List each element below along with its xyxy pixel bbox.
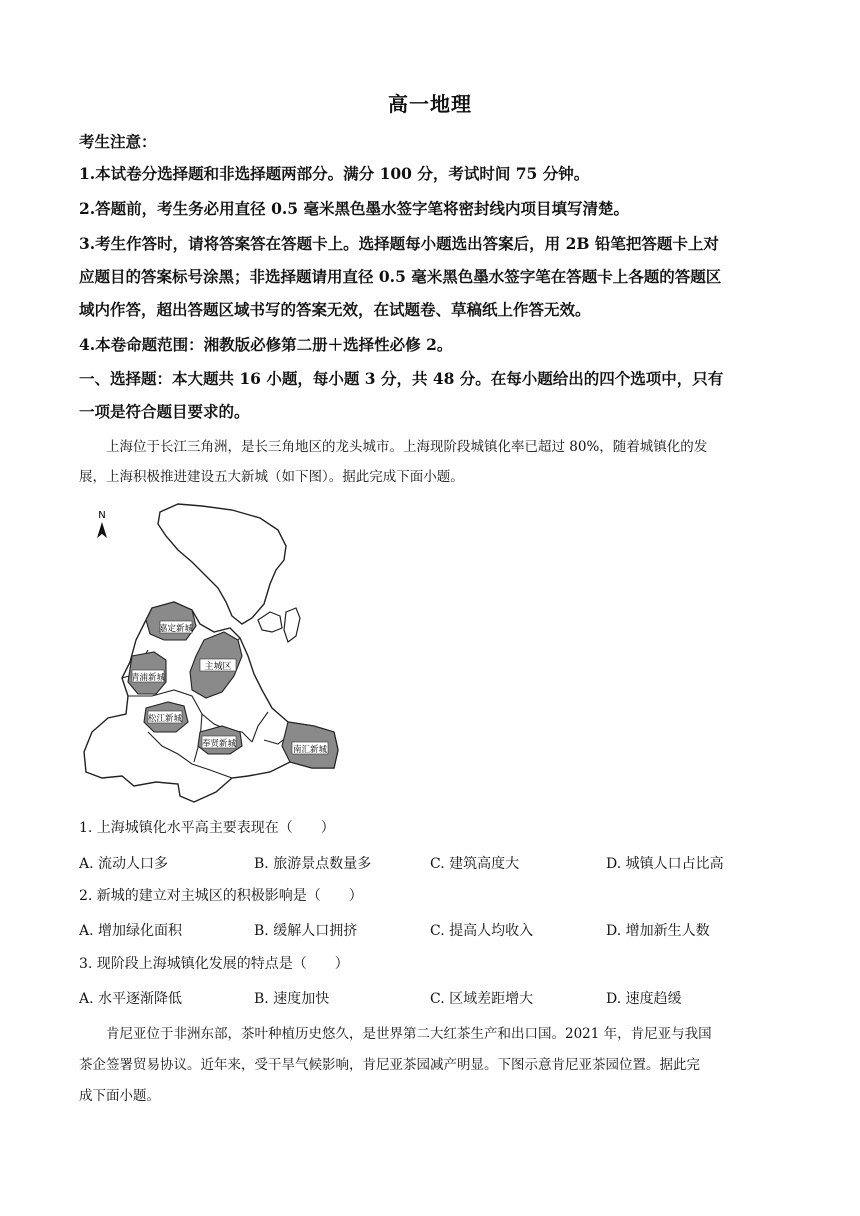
north-arrow-icon: [97, 522, 107, 538]
passage-text: 茶企签署贸易协议。近年来，受干旱气候影响，肯尼亚茶园减产明显。下图示意肯尼亚茶园位置。据此完: [79, 1057, 700, 1073]
question-stem: 1. 上海城镇化水平高主要表现在（ ）: [79, 820, 335, 836]
option-d: D. 速度趋缓: [606, 991, 682, 1007]
qingpu-label: 青浦新城: [130, 673, 166, 683]
options-row: [79, 920, 784, 940]
notice-heading: 考生注意：: [79, 132, 157, 151]
shanghai-map: [82, 500, 344, 810]
question-stem: 2. 新城的建立对主城区的积极影响是（ ）: [79, 888, 363, 904]
option-c: C. 建筑高度大: [430, 856, 520, 872]
passage-text: 肯尼亚位于非洲东部，茶叶种植历史悠久，是世界第二大红茶生产和出口国。2021 年，肯尼亚与我国: [106, 1026, 712, 1042]
jiading-label: 嘉定新城: [158, 624, 194, 634]
notice-item: 1.本试卷分选择题和非选择题两部分。满分 100 分，考试时间 75 分钟。: [79, 164, 590, 183]
option-b: B. 旅游景点数量多: [254, 856, 372, 872]
nanhui-label: 南汇新城: [292, 745, 328, 755]
passage-text: 展，上海积极推进建设五大新城（如下图）。据此完成下面小题。: [79, 469, 464, 485]
notice-item: 应题目的答案标号涂黑；非选择题请用直径 0.5 毫米黑色墨水签字笔在答题卡上各题的答题区: [79, 267, 722, 286]
option-d: D. 城镇人口占比高: [606, 856, 724, 872]
section-heading-cont: 一项是符合题目要求的。: [79, 402, 250, 421]
options-row: [79, 988, 784, 1008]
page-title: 高一地理: [388, 92, 472, 116]
option-a: A. 水平逐渐降低: [79, 991, 183, 1007]
fengxian-label: 奉贤新城: [201, 739, 237, 749]
section-heading: 一、选择题：本大题共 16 小题，每小题 3 分，共 48 分。在每小题给出的四个选项中，只有: [79, 369, 724, 388]
notice-item: 4.本卷命题范围：湘教版必修第二册＋选择性必修 2。: [79, 335, 453, 354]
option-b: B. 缓解人口拥挤: [254, 923, 358, 939]
options-row: [79, 853, 784, 873]
option-a: A. 流动人口多: [79, 856, 169, 872]
passage-text: 上海位于长江三角洲，是长三角地区的龙头城市。上海现阶段城镇化率已超过 80%，随着城镇化的发: [106, 439, 708, 455]
notice-item: 3.考生作答时，请将答案答在答题卡上。选择题每小题选出答案后，用 2B 铅笔把答题卡上对: [79, 234, 719, 253]
option-b: B. 速度加快: [254, 991, 330, 1007]
notice-item: 域内作答，超出答题区域书写的答案无效，在试题卷、草稿纸上作答无效。: [79, 300, 591, 319]
songjiang-label: 松江新城: [147, 714, 183, 724]
island-outline: [284, 608, 300, 642]
question-stem: 3. 现阶段上海城镇化发展的特点是（ ）: [79, 956, 349, 972]
island-outline: [258, 612, 282, 632]
option-c: C. 区域差距增大: [430, 991, 534, 1007]
notice-item: 2.答题前，考生务必用直径 0.5 毫米黑色墨水签字笔将密封线内项目填写清楚。: [79, 199, 629, 218]
passage-text: 成下面小题。: [79, 1088, 160, 1104]
option-d: D. 增加新生人数: [606, 923, 710, 939]
north-label: N: [98, 510, 106, 521]
option-c: C. 提高人均收入: [430, 923, 534, 939]
option-a: A. 增加绿化面积: [79, 923, 183, 939]
main-urban-label: 主城区: [204, 662, 232, 672]
mainland-outline: [84, 602, 338, 802]
